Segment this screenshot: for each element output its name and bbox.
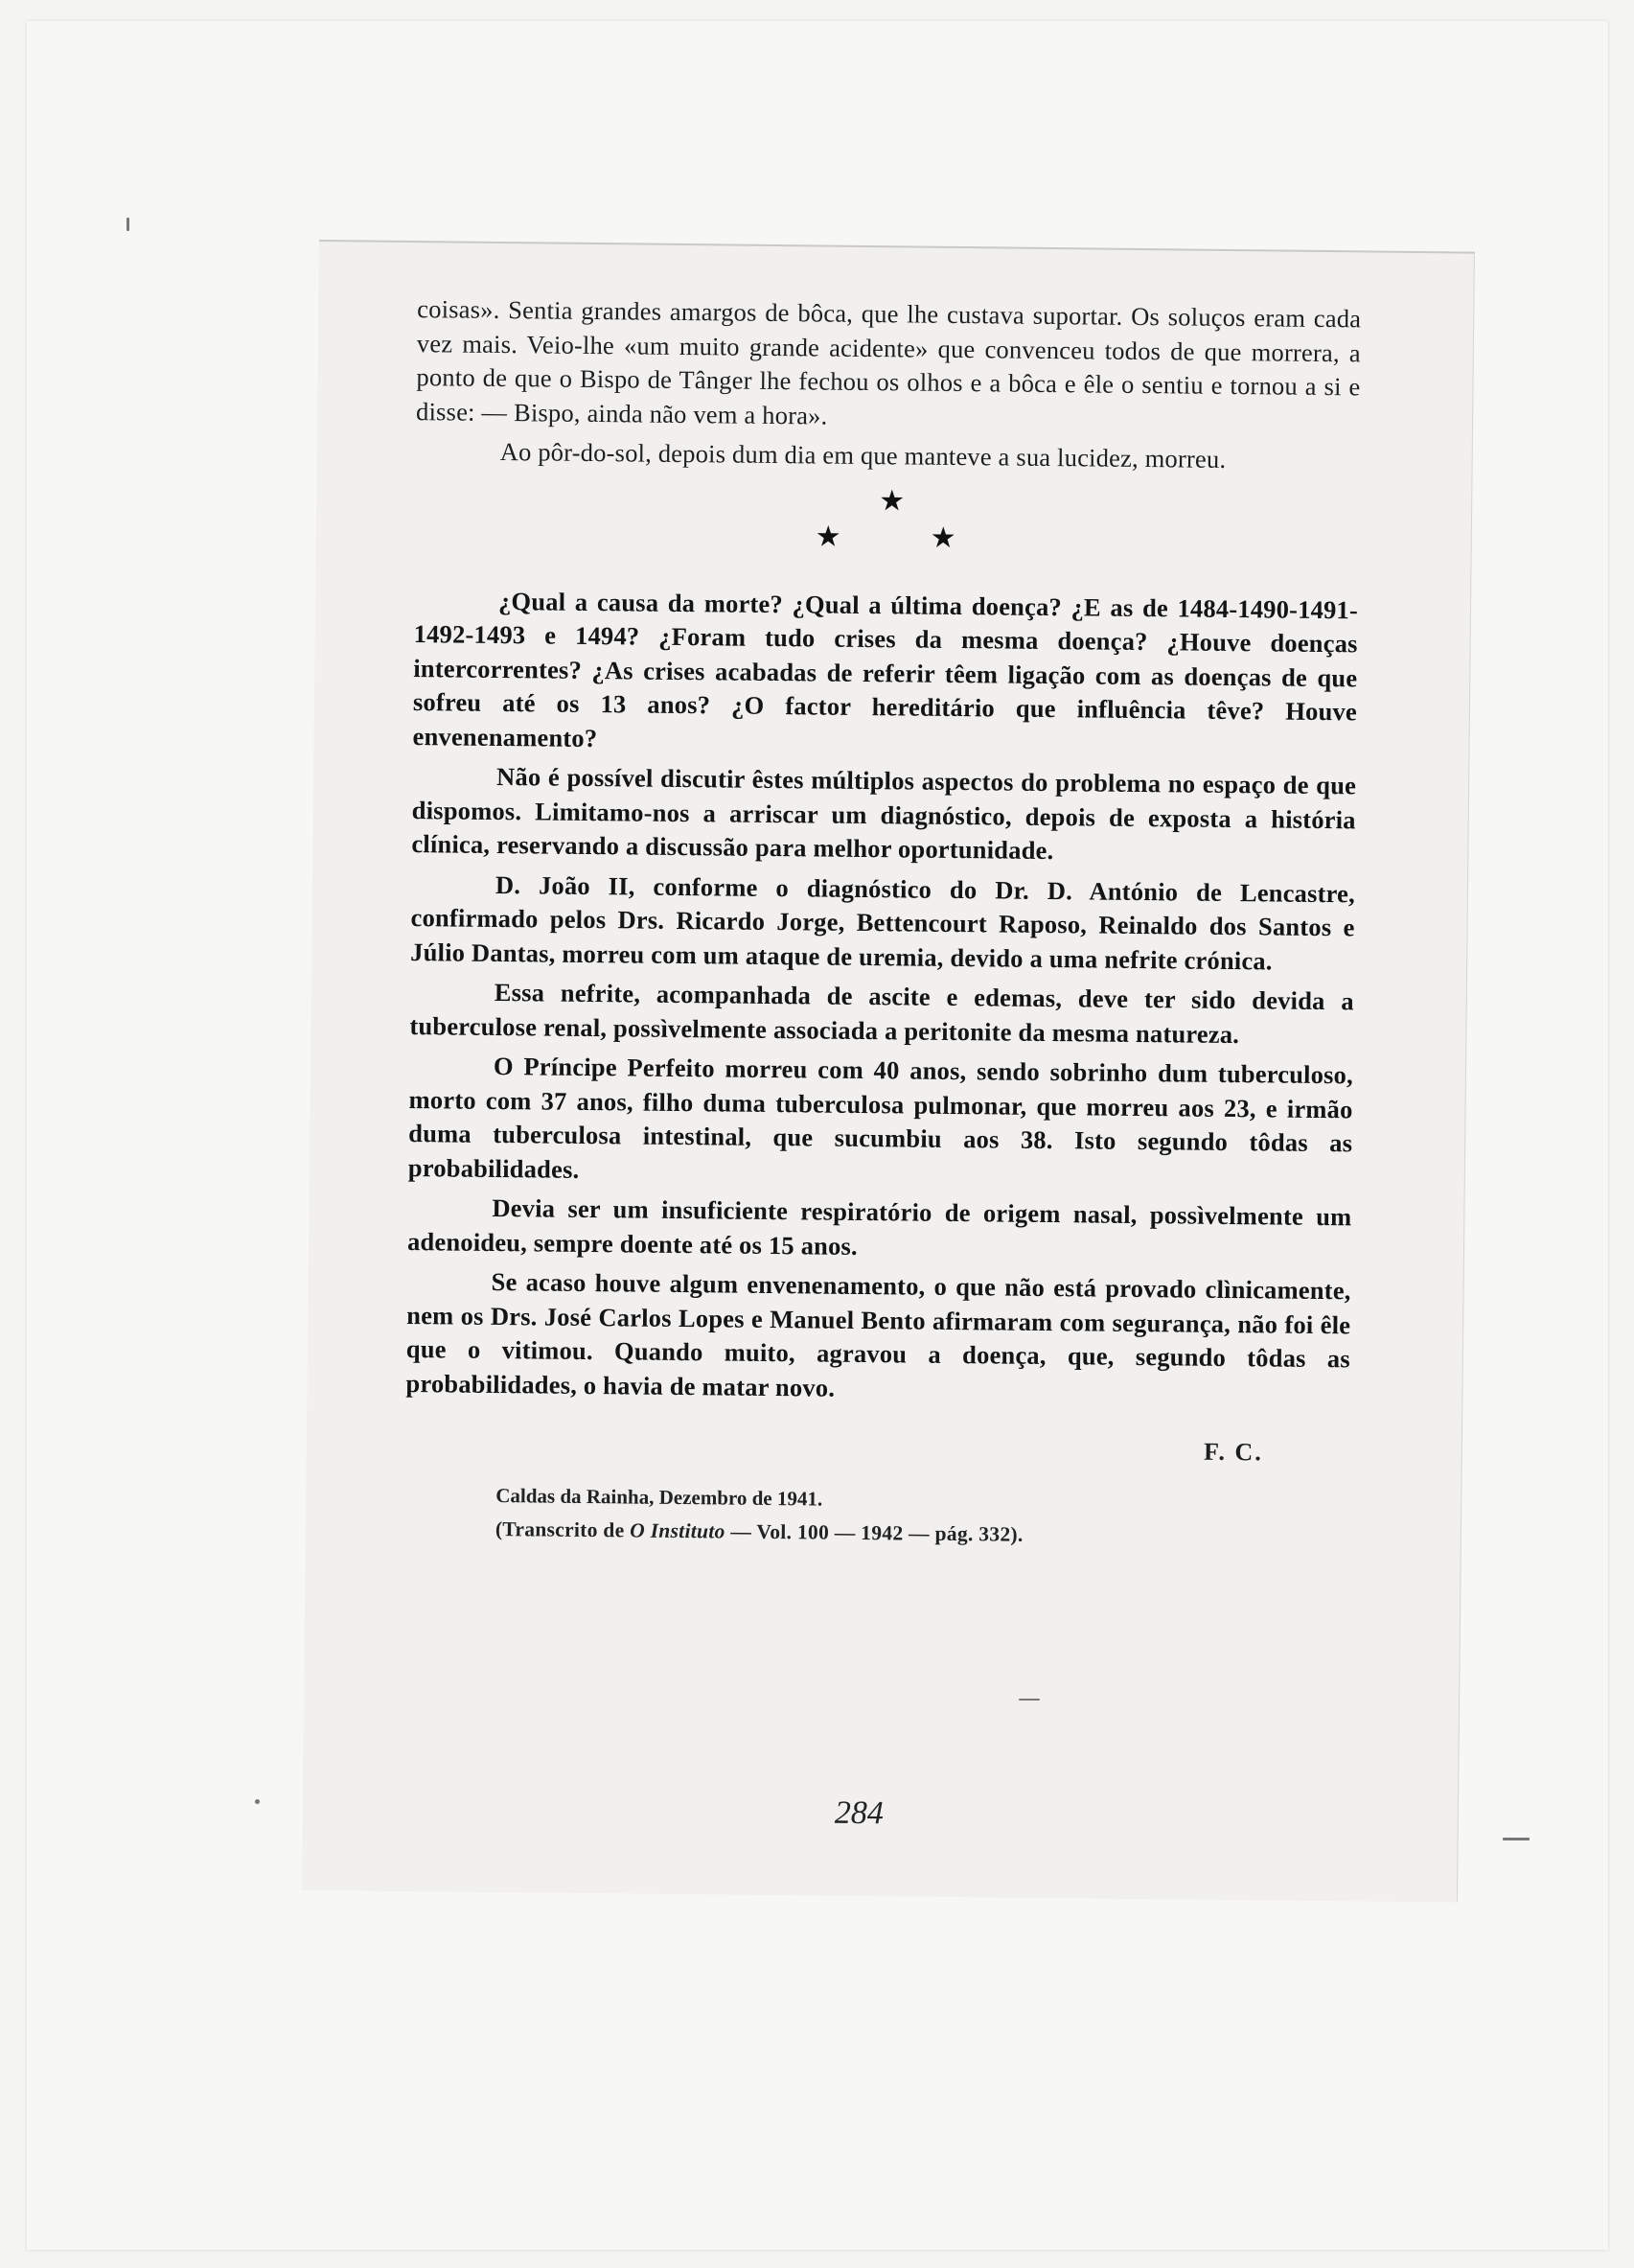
scanned-sheet (27, 21, 1608, 2250)
paragraph-family: O Príncipe Perfeito morreu com 40 anos, sendo sobrinho dum tuberculoso, morto com 37 anos, filho duma tuberculosa pulmonar, que morreu aos 23, e irmão duma tuberculosa intestinal, que sucumbiu aos 38. Isto segundo tôdas as probabilidades. (407, 1051, 1354, 1184)
paragraph-respiratory: Devia ser um insuficiente respiratório de origem nasal, possìvelmente um adenoideu, sempre doente até os 15 anos. (406, 1192, 1352, 1261)
section-separator (414, 478, 1359, 576)
scan-speck (1019, 1699, 1040, 1701)
paragraph-opening: coisas». Sentia grandes amargos de bôca, que lhe custava suportar. Os soluços eram cada vez mais. Veio-lhe «um muito grande acidente» que convenceu todos de que morrera, a ponto de que o Bispo de Tânger lhe fechou os olhos e a bôca e êle o sentiu e tornou a si e disse: — Bispo, ainda não vem a hora». (415, 294, 1362, 430)
star-icon: ★ (815, 520, 841, 553)
transcript-suffix: — Vol. 100 — 1942 — pág. 332). (725, 1519, 1024, 1546)
paragraph-poisoning: Se acaso houve algum envenenamento, o que não está provado clìnicamente, nem os Drs. José Carlos Lopes e Manuel Bento afirmaram com segurança, não foi êle que o vitimou. Quando muito, agravou a doença, que, segundo tôdas as probabilidades, o havia de matar novo. (405, 1266, 1351, 1402)
page-number: 284 (834, 1794, 885, 1832)
article-body (404, 292, 1362, 1550)
paragraph-death: Ao pôr-do-sol, depois dum dia em que manteve a sua lucidez, morreu. (499, 436, 1227, 474)
paragraph-nephritis: Essa nefrite, acompanhada de ascite e edemas, deve ter sido devida a tuberculose renal, possìvelmente associada a peritonite da mesma natureza. (409, 977, 1354, 1049)
place-date: Caldas da Rainha, Dezembro de 1941. (495, 1484, 823, 1511)
paragraph-diagnosis: D. João II, conforme o diagnóstico do Dr. D. António de Lencastre, confirmado pelos Drs. Ricardo Jorge, Bettencourt Raposo, Reinaldo dos Santos e Júlio Dantas, morreu com um ataque de uremia, devido a uma nefrite crónica. (410, 869, 1356, 975)
paragraph-scope: Não é possível discutir êstes múltiplos aspectos do problema no espaço de que dispomos. Limitamo-nos a arriscar um diagnóstico, depois de exposta a história clínica, reservando a discussão para melhor oportunidade. (411, 761, 1357, 866)
printed-clipping (302, 240, 1475, 1903)
scan-speck (1503, 1838, 1530, 1840)
transcript-prefix: (Transcrito de (495, 1517, 631, 1542)
star-icon: ★ (930, 521, 956, 554)
scan-speck (127, 218, 129, 231)
scan-speck (255, 1799, 260, 1804)
paragraph-questions: ¿Qual a causa da morte? ¿Qual a última doença? ¿E as de 1484-1490-1491-1492-1493 e 1494? ¿Foram tudo crises da mesma doença? ¿Houve doenças intercorrentes? ¿As crises acabadas de referir têem ligação com as doenças de que sofreu até os 13 anos? ¿O factor hereditário que influência têve? Houve envenenamento? (412, 586, 1359, 752)
star-icon: ★ (879, 484, 906, 517)
transcript-note (495, 1517, 1348, 1550)
transcript-source: O Instituto (630, 1518, 725, 1543)
author-signature: F. C. (1203, 1437, 1263, 1467)
